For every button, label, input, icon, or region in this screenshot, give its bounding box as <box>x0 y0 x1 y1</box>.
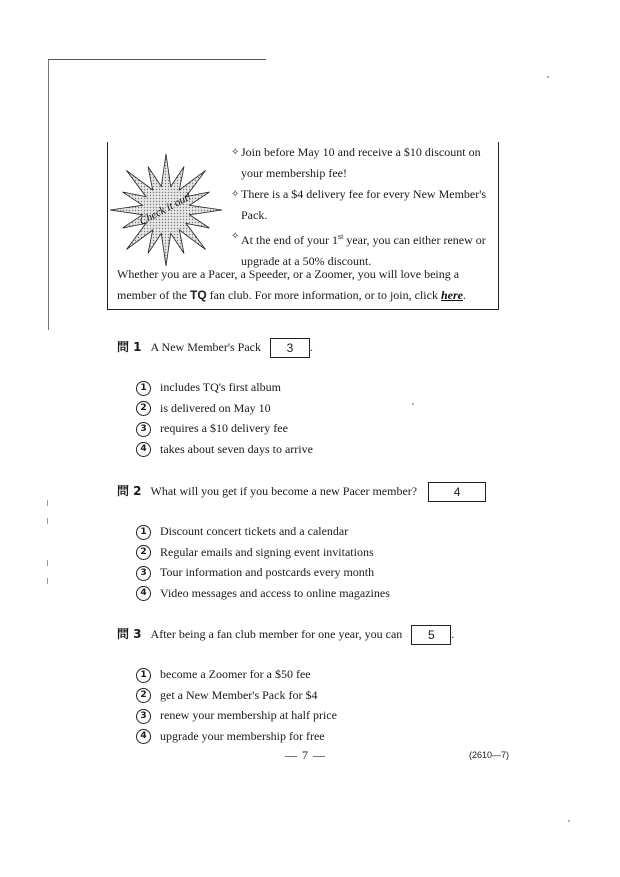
question-3-options <box>136 664 337 746</box>
answer-box-4[interactable]: 4 <box>428 482 486 502</box>
left-margin-rule <box>48 60 49 330</box>
exam-code: (2610—7) <box>469 750 510 760</box>
bullet-2-line-1: There is a $4 delivery fee for every New Member's <box>241 187 487 201</box>
option-1[interactable] <box>136 521 390 542</box>
question-1-number: 問 1 <box>117 340 142 354</box>
option-number-2: 2 <box>136 545 151 560</box>
bullet-3-text-cont: year, you can either renew or <box>343 233 486 247</box>
option-number-1: 1 <box>136 668 151 683</box>
option-number-3: 3 <box>136 422 151 437</box>
option-3[interactable] <box>136 418 313 439</box>
answer-box-5[interactable]: 5 <box>411 625 451 645</box>
margin-mark <box>47 560 48 566</box>
margin-mark <box>47 518 48 524</box>
bullet-3-line-1 <box>241 226 499 251</box>
question-2-options <box>136 521 390 603</box>
notice-bullet-1 <box>231 142 499 184</box>
question-2-text: What will you get if you become a new Pacer member? <box>150 484 418 498</box>
option-text: takes about seven days to arrive <box>160 441 313 456</box>
question-1 <box>117 337 313 358</box>
tq-brand: TQ <box>189 288 207 302</box>
option-text: Discount concert tickets and a calendar <box>160 524 349 538</box>
option-text: renew your membership at half price <box>160 708 337 722</box>
option-1[interactable] <box>136 377 313 398</box>
option-text: includes TQ's first album <box>160 380 281 394</box>
scan-speck <box>412 403 414 405</box>
option-number-4: 4 <box>136 729 151 744</box>
notice-bullet-2 <box>231 184 499 226</box>
option-number-3: 3 <box>136 709 151 724</box>
here-link[interactable]: here <box>440 288 463 302</box>
diamond-bullet-icon: ✧ <box>231 147 240 158</box>
option-number-4: 4 <box>136 442 151 457</box>
question-3-number: 問 3 <box>117 627 142 641</box>
ordinal-suffix: st <box>337 232 344 241</box>
notice-paragraph <box>117 264 495 306</box>
option-text: requires a $10 delivery fee <box>160 421 288 435</box>
bullet-3-line-2: upgrade at a 50% discount. <box>241 254 372 268</box>
bullet-3-text: At the end of your 1 <box>241 233 338 247</box>
option-text: Tour information and postcards every month <box>160 565 375 579</box>
option-4[interactable] <box>136 439 313 460</box>
option-text: Regular emails and signing event invitations <box>160 544 374 559</box>
notice-bullet-list <box>231 142 499 272</box>
option-text: get a New Member's Pack for $4 <box>160 687 318 702</box>
option-text: become a Zoomer for a $50 fee <box>160 667 311 681</box>
diamond-bullet-icon: ✧ <box>231 231 240 242</box>
question-3 <box>117 624 454 645</box>
option-2[interactable] <box>136 685 337 706</box>
option-2[interactable] <box>136 542 390 563</box>
option-text: is delivered on May 10 <box>160 400 271 415</box>
paragraph-line-1: Whether you are a Pacer, a Speeder, or a Zoomer, you will love being a <box>117 267 460 281</box>
option-number-2: 2 <box>136 688 151 703</box>
top-rule <box>48 59 266 60</box>
starburst-label: Check it out! <box>137 190 194 228</box>
question-3-period: . <box>451 627 455 641</box>
margin-mark <box>47 578 48 584</box>
paragraph-line-2 <box>117 285 495 306</box>
option-number-1: 1 <box>136 525 151 540</box>
question-2 <box>117 481 486 502</box>
scan-speck <box>568 820 570 822</box>
paragraph-text-cont: fan club. For more information, or to join, click <box>206 288 441 302</box>
margin-mark <box>47 500 48 506</box>
answer-box-3[interactable]: 3 <box>270 338 310 358</box>
option-number-4: 4 <box>136 586 151 601</box>
question-1-options <box>136 377 313 459</box>
option-4[interactable] <box>136 726 337 747</box>
option-4[interactable] <box>136 583 390 604</box>
option-2[interactable] <box>136 398 313 419</box>
check-it-out-starburst-icon <box>110 152 222 268</box>
paragraph-text: member of the <box>117 288 190 302</box>
question-2-number: 問 2 <box>117 484 142 498</box>
option-3[interactable] <box>136 562 390 583</box>
question-1-period: . <box>310 340 314 354</box>
diamond-bullet-icon: ✧ <box>231 189 240 200</box>
scan-speck <box>547 76 549 78</box>
option-text: upgrade your membership for free <box>160 728 325 743</box>
bullet-1-line-1: Join before May 10 and receive a $10 discount on <box>241 145 481 159</box>
bullet-2-line-2: Pack. <box>241 208 268 222</box>
question-1-text: A New Member's Pack <box>150 340 262 354</box>
option-3[interactable] <box>136 705 337 726</box>
page-number: — 7 — <box>285 748 326 762</box>
paragraph-end: . <box>462 288 466 302</box>
option-number-3: 3 <box>136 566 151 581</box>
option-text: Video messages and access to online magazines <box>160 585 390 600</box>
question-3-text: After being a fan club member for one year, you can <box>150 627 403 641</box>
bullet-1-line-2: your membership fee! <box>241 166 347 180</box>
option-number-1: 1 <box>136 381 151 396</box>
option-number-2: 2 <box>136 401 151 416</box>
option-1[interactable] <box>136 664 337 685</box>
